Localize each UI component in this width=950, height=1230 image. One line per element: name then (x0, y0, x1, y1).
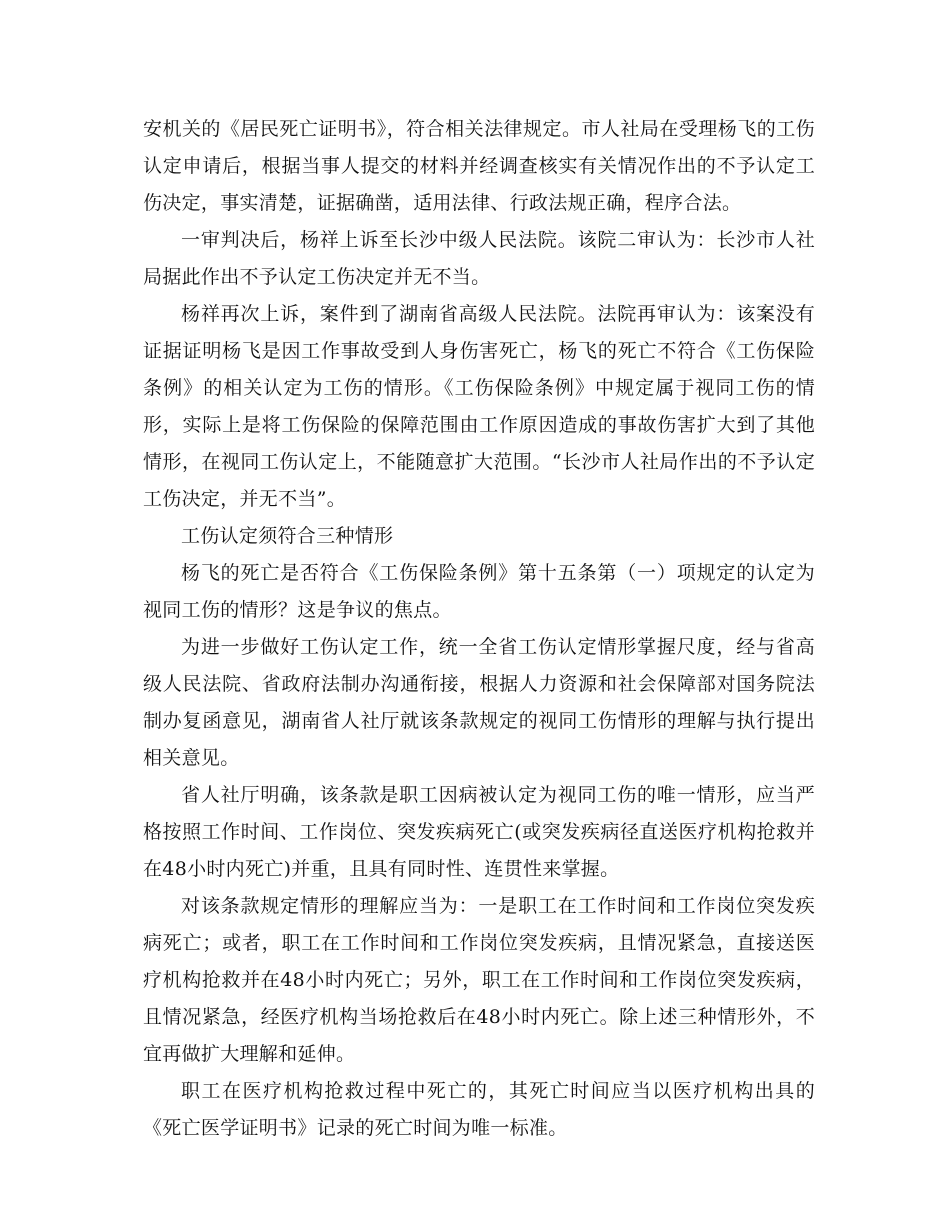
paragraph-three-circumstances: 对该条款规定情形的理解应当为：一是职工在工作时间和工作岗位突发疾病死亡；或者，职工在工作时间和工作岗位突发疾病，且情况紧急，直接送医疗机构抢救并在48小时内死亡；另外，职工在工作时间和工作岗位突发疾病，且情况紧急，经医疗机构当场抢救后在48小时内死亡。除上述三种情形外，不宜再做扩大理解和延伸。 (143, 895, 815, 1065)
paragraph-first-instance-appeal: 一审判决后，杨祥上诉至长沙中级人民法院。该院二审认为：长沙市人社局据此作出不予认定工伤决定并无不当。 (143, 229, 815, 288)
paragraph-retrial-ruling: 杨祥再次上诉，案件到了湖南省高级人民法院。法院再审认为：该案没有证据证明杨飞是因工作事故受到人身伤害死亡，杨飞的死亡不符合《工伤保险条例》的相关认定为工伤的情形。《工伤保险条例》中规定属于视同工伤的情形，实际上是将工伤保险的保障范围由工作原因造成的事故伤害扩大到了其他情形，在视同工伤认定上，不能随意扩大范围。“长沙市人社局作出的不予认定工伤决定，并无不当”。 (143, 303, 815, 510)
paragraph-provincial-opinion: 为进一步做好工伤认定工作，统一全省工伤认定情形掌握尺度，经与省高级人民法院、省政府法制办沟通衔接，根据人力资源和社会保障部对国务院法制办复函意见，湖南省人社厅就该条款规定的视同工伤情形的理解与执行提出相关意见。 (143, 636, 815, 769)
paragraph-time-of-death-standard: 职工在医疗机构抢救过程中死亡的，其死亡时间应当以医疗机构出具的《死亡医学证明书》记录的死亡时间为唯一标准。 (143, 1080, 815, 1139)
section-heading: 工伤认定须符合三种情形 (181, 525, 394, 547)
paragraph-sole-circumstance: 省人社厅明确，该条款是职工因病被认定为视同工伤的唯一情形，应当严格按照工作时间、工作岗位、突发疾病死亡(或突发疾病径直送医疗机构抢救并在48小时内死亡)并重，且具有同时性、连贯性来掌握。 (143, 784, 815, 880)
document-body (143, 111, 815, 1147)
paragraph-continuation: 安机关的《居民死亡证明书》，符合相关法律规定。市人社局在受理杨飞的工伤认定申请后，根据当事人提交的材料并经调查核实有关情况作出的不予认定工伤决定，事实清楚，证据确凿，适用法律、行政法规正确，程序合法。 (143, 118, 815, 214)
paragraph-dispute-focus: 杨飞的死亡是否符合《工伤保险条例》第十五条第（一）项规定的认定为视同工伤的情形？这是争议的焦点。 (143, 562, 815, 621)
